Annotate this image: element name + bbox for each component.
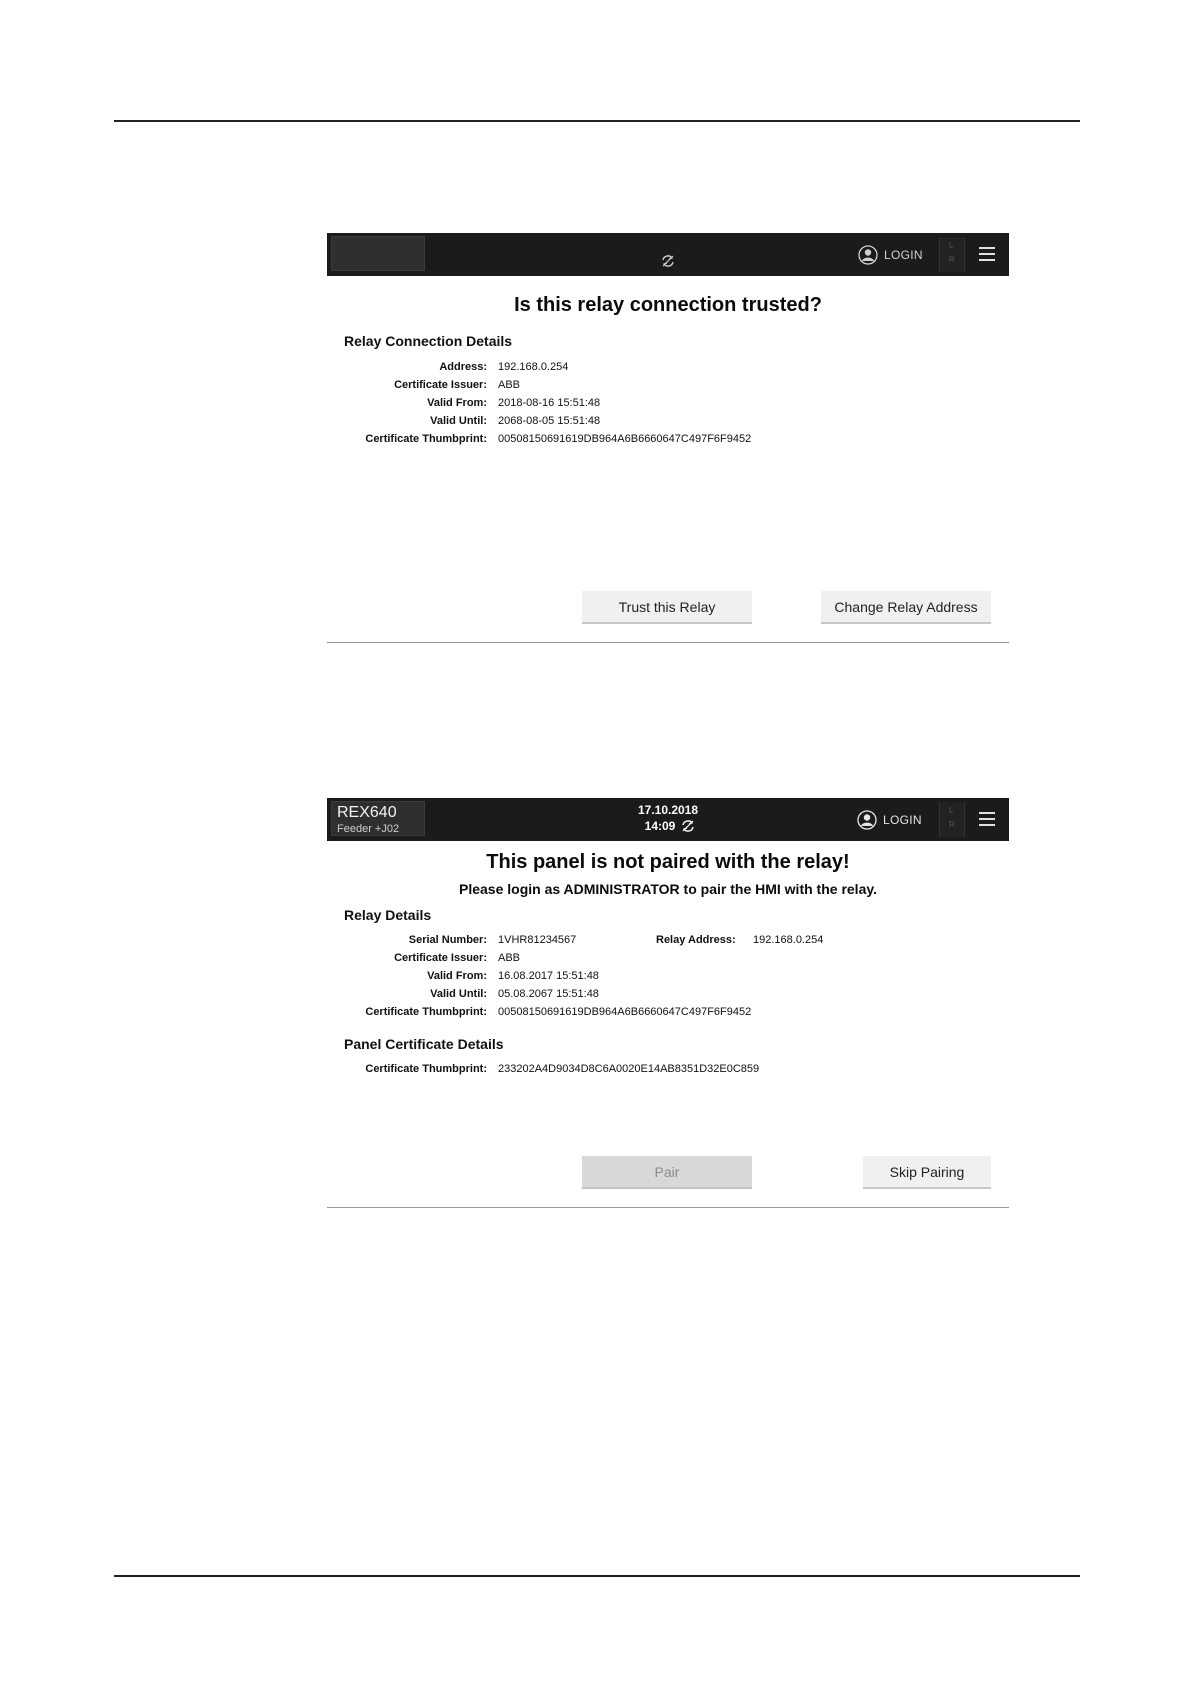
top-bar	[327, 798, 1009, 841]
local-remote-indicator[interactable]	[939, 802, 965, 837]
trust-relay-button[interactable]: Trust this Relay	[582, 591, 752, 624]
local-label: L	[949, 241, 954, 250]
device-subtitle: Feeder +J02	[337, 823, 400, 835]
device-name: REX640	[337, 804, 397, 821]
detail-value: 00508150691619DB964A6B6660647C497F6F9452	[498, 433, 752, 445]
dialog-title: This panel is not paired with the relay!	[486, 851, 850, 873]
local-label: L	[949, 806, 954, 815]
dialog-title: Is this relay connection trusted?	[514, 294, 822, 316]
skip-pairing-button[interactable]: Skip Pairing	[863, 1156, 991, 1189]
dialog-subtitle: Please login as ADMINISTRATOR to pair the HMI with the relay.	[459, 881, 877, 897]
device-info-box[interactable]	[331, 236, 425, 271]
remote-label: R	[949, 820, 955, 829]
hamburger-menu-icon[interactable]	[979, 246, 995, 262]
detail-label: Address:	[439, 361, 487, 373]
page-top-rule	[114, 120, 1080, 122]
clock-date: 17.10.2018	[637, 803, 699, 817]
detail-label: Certificate Issuer:	[394, 379, 487, 391]
section-title-relay-connection: Relay Connection Details	[344, 333, 513, 349]
login-button[interactable]	[857, 810, 922, 830]
detail-value: 16.08.2017 15:51:48	[498, 970, 599, 982]
detail-value: 1VHR81234567	[498, 934, 577, 946]
detail-label: Certificate Issuer:	[394, 952, 487, 964]
detail-label: Serial Number:	[408, 934, 487, 946]
panel-pairing-screen	[327, 798, 1009, 1208]
user-icon	[858, 245, 878, 265]
pair-button[interactable]: Pair	[582, 1156, 752, 1189]
detail-label: Certificate Thumbprint:	[365, 1006, 487, 1018]
remote-label: R	[949, 255, 955, 264]
relay-trust-screen	[327, 233, 1009, 643]
user-icon	[857, 810, 877, 830]
detail-label: Valid Until:	[430, 415, 487, 427]
detail-label: Valid From:	[427, 970, 487, 982]
detail-value: 192.168.0.254	[498, 361, 569, 373]
relay-address-label: Relay Address:	[656, 934, 736, 946]
login-button[interactable]	[858, 245, 923, 265]
detail-label: Valid Until:	[430, 988, 487, 1000]
detail-value: 233202A4D9034D8C6A0020E14AB8351D32E0C859	[498, 1063, 760, 1075]
relay-address-value: 192.168.0.254	[753, 934, 824, 946]
detail-value: ABB	[498, 379, 521, 391]
page-bottom-rule	[114, 1575, 1080, 1577]
sync-icon	[681, 819, 695, 833]
clock-time: 14:09	[644, 819, 676, 833]
login-label: LOGIN	[884, 248, 923, 262]
detail-value: ABB	[498, 952, 521, 964]
section-title-relay-details: Relay Details	[344, 907, 432, 923]
detail-value: 2068-08-05 15:51:48	[498, 415, 601, 427]
local-remote-indicator[interactable]	[939, 237, 965, 272]
detail-label: Certificate Thumbprint:	[365, 433, 487, 445]
detail-value: 05.08.2067 15:51:48	[498, 988, 599, 1000]
change-relay-address-button[interactable]: Change Relay Address	[821, 591, 991, 624]
hamburger-menu-icon[interactable]	[979, 811, 995, 827]
top-bar	[327, 233, 1009, 276]
detail-value: 2018-08-16 15:51:48	[498, 397, 601, 409]
sync-icon	[661, 254, 675, 268]
login-label: LOGIN	[883, 813, 922, 827]
detail-label: Valid From:	[427, 397, 487, 409]
detail-label: Certificate Thumbprint:	[365, 1063, 487, 1075]
detail-value: 00508150691619DB964A6B6660647C497F6F9452	[498, 1006, 752, 1018]
section-title-panel-certificate: Panel Certificate Details	[344, 1036, 504, 1052]
